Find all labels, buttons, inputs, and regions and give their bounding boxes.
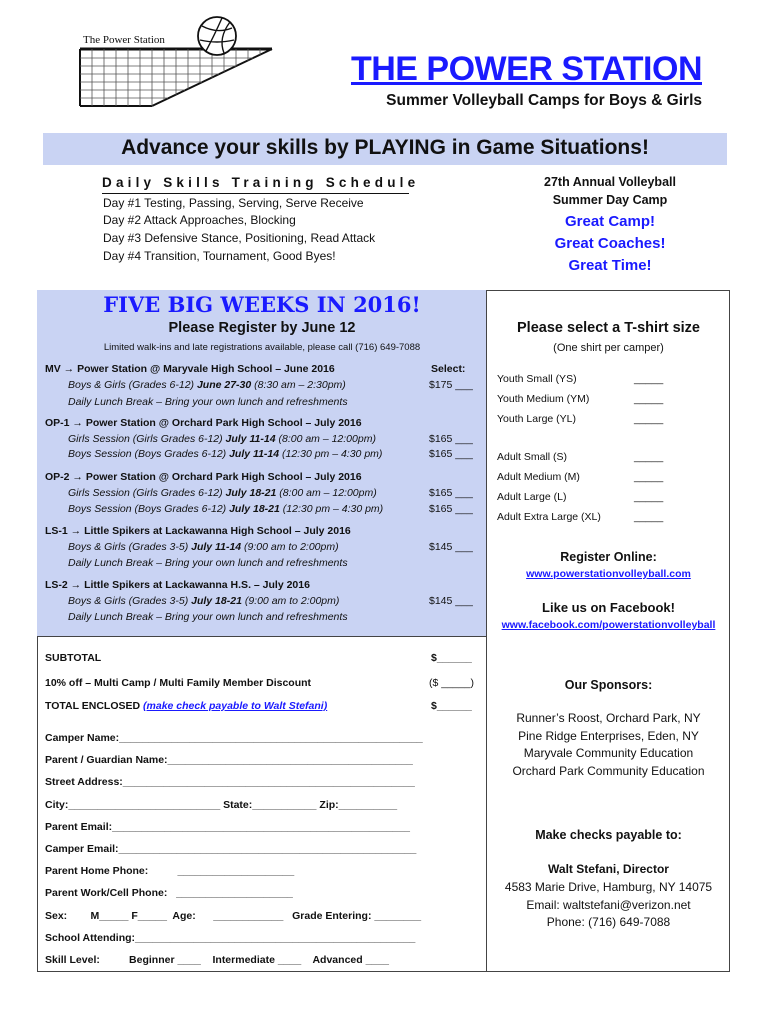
camp-mv-heading: MV → Power Station @ Maryvale High School – June 2016 (45, 363, 335, 375)
logo-text: The Power Station (83, 34, 165, 46)
total-enclosed-label: TOTAL ENCLOSED (make check payable to Walt Stefani) (45, 700, 328, 712)
page-title: THE POWER STATION (350, 50, 702, 88)
camper-name-field[interactable]: Camper Name:____________________________________________________ (45, 732, 423, 744)
checks-address: 4583 Marie Drive, Hamburg, NY 14075 (504, 880, 713, 894)
schedule-day: Day #4 Transition, Tournament, Good Byes! (103, 249, 336, 263)
size-adult-small-input[interactable]: _____ (634, 451, 664, 463)
camp-mv-price-select[interactable]: $175 ___ (429, 379, 473, 391)
camp-op2-girls-price-select[interactable]: $165 ___ (429, 487, 473, 499)
size-youth-large: Youth Large (YL) (497, 413, 577, 425)
camp-ls2-lunch-note: Daily Lunch Break – Bring your own lunch and refreshments (68, 611, 348, 623)
camp-op2-girls-session: Girls Session (Girls Grades 6-12) July 18-21 (8:00 am – 12:00pm) (68, 487, 377, 499)
camp-op1-girls-price-select[interactable]: $165 ___ (429, 433, 473, 445)
skill-level-field[interactable]: Skill Level: Beginner ____ Intermediate ____ Advanced ____ (45, 954, 389, 966)
camper-email-field[interactable]: Camper Email:___________________________________________________ (45, 843, 417, 855)
sponsor-item: Pine Ridge Enterprises, Eden, NY (518, 729, 699, 743)
sex-age-grade-field[interactable]: Sex: M_____ F_____ Age: ____________ Grade Entering: ________ (45, 910, 422, 922)
total-enclosed-field[interactable]: $______ (431, 700, 472, 712)
size-youth-large-input[interactable]: _____ (634, 413, 664, 425)
five-weeks-headline: FIVE BIG WEEKS IN 2016! (103, 292, 421, 317)
sponsor-item: Maryvale Community Education (523, 746, 694, 760)
discount-field[interactable]: ($ _____) (429, 677, 474, 689)
camp-op1-girls-session: Girls Session (Girls Grades 6-12) July 11-14 (8:00 am – 12:00pm) (68, 433, 376, 445)
size-adult-medium: Adult Medium (M) (497, 471, 580, 483)
camp-ls2-session: Boys & Girls (Grades 3-5) July 18-21 (9:00 am to 2:00pm) (68, 595, 340, 607)
schedule-title-underline (102, 193, 409, 194)
select-column-label: Select: (431, 363, 466, 375)
schedule-day: Day #2 Attack Approaches, Blocking (103, 213, 296, 227)
sponsor-item: Runner’s Roost, Orchard Park, NY (516, 711, 701, 725)
anniversary-line-1: 27th Annual Volleyball (544, 175, 676, 189)
tshirt-subtitle: (One shirt per camper) (553, 342, 664, 354)
camp-op1-heading: OP-1 → Power Station @ Orchard Park High School – July 2016 (45, 417, 362, 429)
camp-ls1-heading: LS-1 → Little Spikers at Lackawanna High School – July 2016 (45, 525, 351, 537)
sponsor-item: Orchard Park Community Education (512, 764, 705, 778)
camp-ls1-price-select[interactable]: $145 ___ (429, 541, 473, 553)
facebook-label: Like us on Facebook! (542, 600, 675, 615)
city-state-zip-field[interactable]: City:__________________________ State:___________ Zip:__________ (45, 799, 398, 811)
camp-mv-session: Boys & Girls (Grades 6-12) June 27-30 (8:30 am – 2:30pm) (68, 379, 346, 391)
camp-op2-boys-price-select[interactable]: $165 ___ (429, 503, 473, 515)
size-adult-medium-input[interactable]: _____ (634, 471, 664, 483)
size-adult-large: Adult Large (L) (497, 491, 567, 503)
size-adult-xl-input[interactable]: _____ (634, 511, 664, 523)
camp-ls2-heading: LS-2 → Little Spikers at Lackawanna H.S. – July 2016 (45, 579, 310, 591)
discount-label: 10% off – Multi Camp / Multi Family Member Discount (45, 677, 312, 689)
volleyball-icon (198, 17, 236, 55)
subtotal-label: SUBTOTAL (45, 652, 102, 664)
tshirt-title: Please select a T-shirt size (517, 320, 700, 336)
banner-headline: Advance your skills by PLAYING in Game Situations! (121, 136, 649, 159)
size-adult-small: Adult Small (S) (497, 451, 568, 463)
schedule-day: Day #1 Testing, Passing, Serving, Serve Receive (103, 196, 364, 210)
sponsors-title: Our Sponsors: (564, 678, 653, 692)
great-coaches: Great Coaches! (554, 235, 666, 252)
camp-mv-lunch-note: Daily Lunch Break – Bring your own lunch and refreshments (68, 396, 348, 408)
anniversary-line-2: Summer Day Camp (552, 193, 668, 207)
website-link[interactable]: www.powerstationvolleyball.com (526, 568, 691, 580)
subtotal-field[interactable]: $______ (431, 652, 472, 664)
camp-ls1-lunch-note: Daily Lunch Break – Bring your own lunch and refreshments (68, 557, 348, 569)
camp-op1-boys-price-select[interactable]: $165 ___ (429, 448, 473, 460)
street-address-field[interactable]: Street Address:__________________________________________________ (45, 776, 415, 788)
schedule-day: Day #3 Defensive Stance, Positioning, Read Attack (103, 231, 376, 245)
guardian-name-field[interactable]: Parent / Guardian Name:__________________________________________ (45, 754, 413, 766)
size-adult-large-input[interactable]: _____ (634, 491, 664, 503)
size-youth-small: Youth Small (YS) (497, 373, 577, 385)
size-youth-medium: Youth Medium (YM) (497, 393, 590, 405)
checks-email: Email: waltstefani@verizon.net (526, 898, 691, 912)
camp-ls2-price-select[interactable]: $145 ___ (429, 595, 473, 607)
volleyball-net-logo (72, 14, 282, 110)
parent-email-field[interactable]: Parent Email:___________________________________________________ (45, 821, 410, 833)
camp-op1-boys-session: Boys Session (Boys Grades 6-12) July 11-14 (12:30 pm – 4:30 pm) (68, 448, 383, 460)
home-phone-field[interactable]: Parent Home Phone: ____________________ (45, 865, 295, 877)
great-time: Great Time! (568, 257, 652, 274)
size-youth-medium-input[interactable]: _____ (634, 393, 664, 405)
schedule-title: Daily Skills Training Schedule (102, 175, 420, 190)
register-deadline: Please Register by June 12 (168, 320, 356, 336)
school-field[interactable]: School Attending:________________________________________________ (45, 932, 416, 944)
size-youth-small-input[interactable]: _____ (634, 373, 664, 385)
cell-phone-field[interactable]: Parent Work/Cell Phone: ____________________ (45, 887, 293, 899)
facebook-link[interactable]: www.facebook.com/powerstationvolleyball (501, 619, 716, 631)
check-payable-link[interactable]: (make check payable to Walt Stefani) (143, 700, 328, 712)
great-camp: Great Camp! (564, 213, 656, 230)
camp-op2-heading: OP-2 → Power Station @ Orchard Park High School – July 2016 (45, 471, 362, 483)
camp-op2-boys-session: Boys Session (Boys Grades 6-12) July 18-21 (12:30 pm – 4:30 pm) (68, 503, 384, 515)
walk-in-note: Limited walk-ins and late registrations available, please call (716) 649-7088 (103, 342, 421, 353)
camp-ls1-session: Boys & Girls (Grades 3-5) July 11-14 (9:00 am to 2:00pm) (68, 541, 339, 553)
register-online-label: Register Online: (560, 550, 657, 564)
checks-phone: Phone: (716) 649-7088 (546, 915, 671, 929)
size-adult-xl: Adult Extra Large (XL) (497, 511, 601, 523)
checks-title: Make checks payable to: (535, 828, 682, 842)
checks-payee: Walt Stefani, Director (548, 862, 669, 876)
page-subtitle: Summer Volleyball Camps for Boys & Girls (386, 92, 702, 109)
